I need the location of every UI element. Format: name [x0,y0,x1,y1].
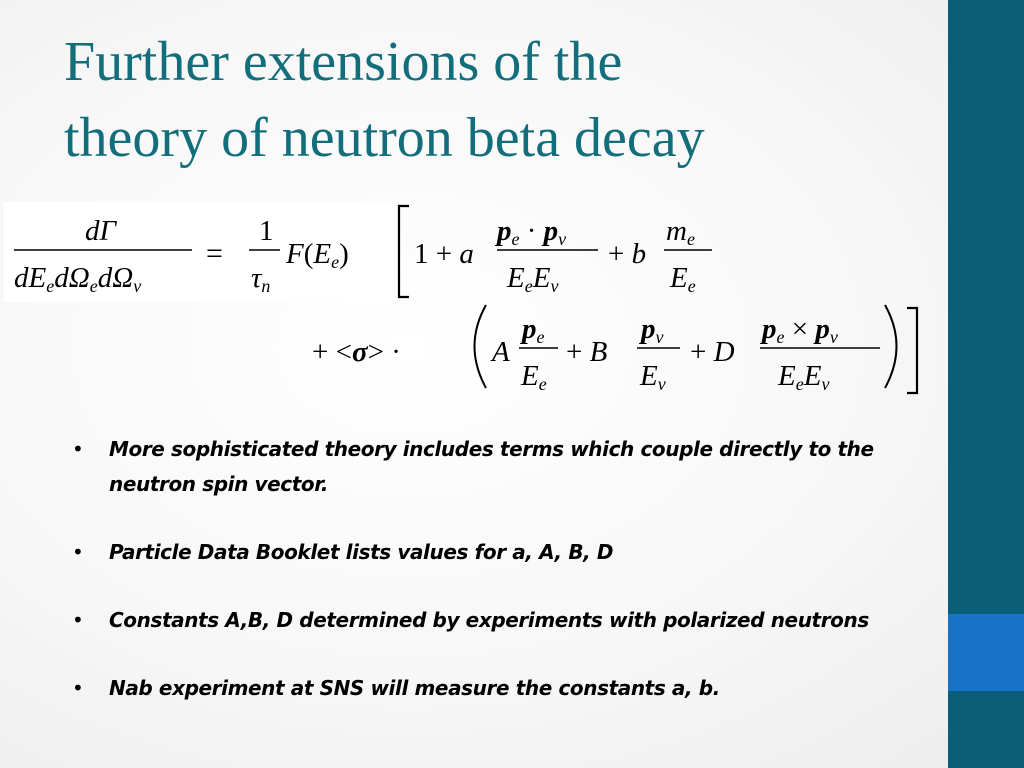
svg-text:pe × pν: pe × pν [762,313,838,347]
svg-text:A: A [492,336,510,368]
bullet-marker: • [72,608,84,632]
svg-text:Ee: Ee [521,360,547,394]
title-line-1: Further extensions of the [64,31,623,93]
svg-text:+ B: + B [566,336,608,368]
svg-text:τn: τn [251,262,271,296]
svg-text:=: = [206,237,223,270]
svg-text:F(Ee): F(Ee) [286,238,349,272]
svg-text:pν: pν [641,313,664,347]
eq-lhs-numerator: dΓ [85,215,116,247]
slide-title [64,24,924,176]
bullet-list [70,432,890,739]
bullet-item [70,432,890,502]
svg-text:+ D: + D [690,336,735,368]
bullet-item [70,671,890,706]
sidebar-accent-block [948,614,1024,691]
bullet-item [70,535,890,570]
bullet-marker: • [72,437,84,461]
bullet-text: Constants A,B, D determined by experiments with polarized neutrons [109,608,869,632]
bullet-text: Nab experiment at SNS will measure the constants a, b. [109,676,720,700]
bullet-text: More sophisticated theory includes terms which couple directly to the neutron spin vector. [109,437,874,496]
svg-text:me: me [666,215,695,249]
bullet-marker: • [72,676,84,700]
svg-text:1: 1 [259,215,274,247]
bullet-text: Particle Data Booklet lists values for a, A, B, D [109,540,614,564]
svg-text:Eν: Eν [640,360,666,394]
svg-text:1 + a: 1 + a [414,238,474,270]
title-line-2: theory of neutron beta decay [64,107,705,169]
svg-text:Ee: Ee [670,262,696,296]
svg-text:+ <σ> ·: + <σ> · [312,336,401,368]
decay-rate-equation [0,195,930,405]
svg-text:pe: pe [522,313,545,347]
eq-lhs-denominator: dEedΩedΩν [14,262,142,296]
svg-text:EeEν: EeEν [507,262,559,296]
bullet-item [70,603,890,638]
svg-text:+ b: + b [608,238,647,270]
svg-text:pe · pν: pe · pν [497,215,567,249]
bullet-marker: • [72,540,84,564]
svg-text:EeEν: EeEν [778,360,830,394]
